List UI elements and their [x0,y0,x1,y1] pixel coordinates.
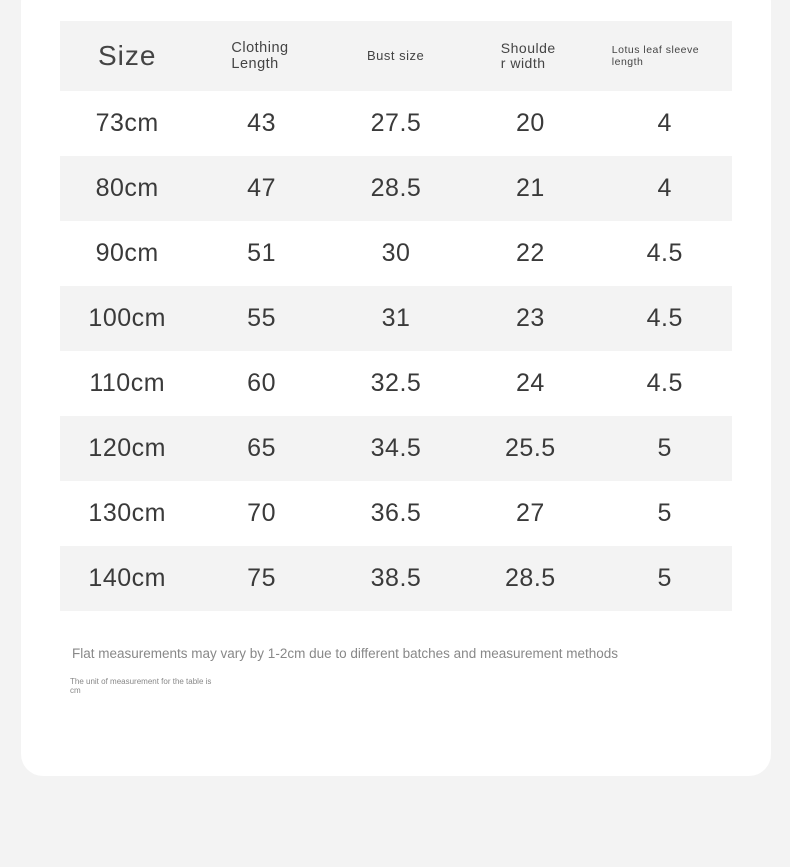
table-row [60,546,732,611]
table-cell: 20 [515,109,545,137]
table-cell: 43 [247,109,276,137]
table-cell: 100cm [88,304,166,332]
table-cell: 120cm [88,434,166,462]
table-cell: 80cm [95,174,159,202]
table-cell: 28.5 [370,174,422,202]
table-cell: 4.5 [646,239,683,267]
table-cell: 4 [657,174,672,202]
table-cell: 32.5 [370,369,422,397]
table-cell: 4 [657,109,672,137]
table-cell: 36.5 [370,499,422,527]
table-cell: 55 [247,304,276,332]
table-body [60,91,732,611]
header-lotus-leaf-sleeve-length: Lotus leaf sleeve length [611,44,700,68]
table-cell: 47 [247,174,276,202]
measurement-footnote: Flat measurements may vary by 1-2cm due to different batches and measurement methods [72,646,619,661]
header-shoulder-width: Shoulde r width [500,40,556,71]
table-cell: 21 [515,174,545,202]
table-row [60,416,732,481]
table-cell: 130cm [88,499,166,527]
table-row [60,156,732,221]
table-cell: 23 [515,304,545,332]
table-cell: 5 [657,434,672,462]
table-row [60,221,732,286]
table-cell: 4.5 [646,369,683,397]
table-cell: 73cm [95,109,159,137]
table-cell: 34.5 [370,434,422,462]
table-cell: 140cm [88,564,166,592]
table-row [60,481,732,546]
table-cell: 4.5 [646,304,683,332]
table-cell: 75 [247,564,276,592]
table-cell: 5 [657,499,672,527]
table-cell: 31 [381,304,411,332]
header-clothing-length: Clothing Length [231,40,289,72]
table-cell: 27.5 [370,109,422,137]
table-row [60,351,732,416]
table-cell: 22 [515,239,545,267]
table-cell: 5 [657,564,672,592]
table-row [60,286,732,351]
table-cell: 38.5 [370,564,422,592]
table-cell: 110cm [89,369,166,397]
table-cell: 60 [247,369,276,397]
header-size: Size [97,40,157,71]
table-cell: 65 [247,434,276,462]
table-cell: 25.5 [505,434,556,462]
table-cell: 70 [247,499,276,527]
unit-note: The unit of measurement for the table is cm [70,677,212,695]
size-table [60,21,732,611]
table-cell: 51 [247,239,276,267]
table-cell: 27 [515,499,545,527]
table-cell: 24 [515,369,545,397]
table-row [60,91,732,156]
table-cell: 30 [381,239,411,267]
table-cell: 90cm [95,239,159,267]
table-header-row [60,21,732,91]
table-cell: 28.5 [505,564,556,592]
header-bust-size: Bust size [366,48,425,63]
